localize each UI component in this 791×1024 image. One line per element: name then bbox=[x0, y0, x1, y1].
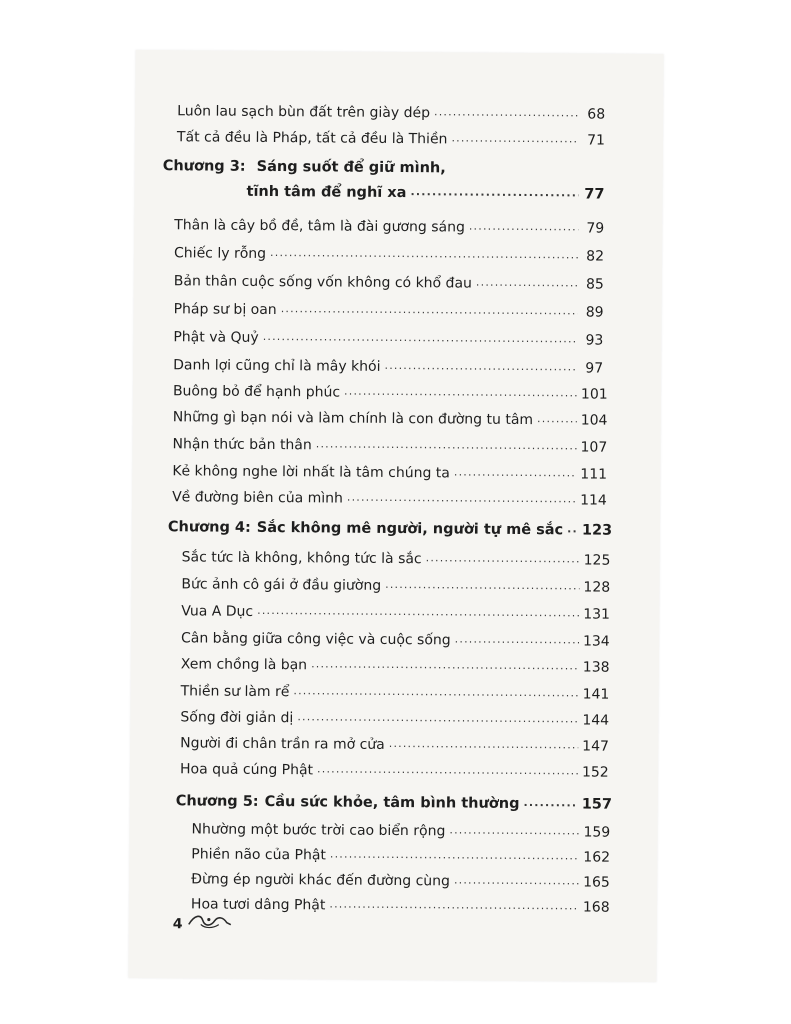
toc-entry-page: 162 bbox=[583, 849, 611, 866]
toc-entry-page: 82 bbox=[586, 248, 605, 265]
toc-entry-title: Những gì bạn nói và làm chính là con đường tu tâm bbox=[172, 409, 534, 429]
toc-entry-page: 111 bbox=[580, 466, 608, 483]
leader-dots bbox=[449, 823, 579, 838]
toc-entry bbox=[172, 454, 608, 483]
toc-entry-page: 165 bbox=[583, 874, 610, 891]
toc-entry-title: Hoa quả cúng Phật bbox=[179, 761, 314, 779]
leader-dots bbox=[454, 465, 577, 480]
toc-entry-page: 89 bbox=[585, 304, 604, 321]
leader-dots bbox=[317, 762, 578, 778]
toc-entry-title: Đừng ép người khác đến đường cùng bbox=[191, 871, 451, 890]
toc-entry-page: 131 bbox=[583, 606, 611, 623]
book-page bbox=[128, 50, 663, 982]
toc-entry-title: Bức ảnh cô gái ở đầu giường bbox=[181, 576, 382, 594]
chapter-title-line1: Sáng suốt để giữ mình, bbox=[256, 158, 446, 177]
toc-entry bbox=[174, 264, 604, 293]
leader-dots bbox=[347, 491, 576, 507]
toc-entry bbox=[174, 292, 604, 321]
toc-entry bbox=[180, 726, 609, 755]
toc-entry-title: Sắc tức là không, không tức là sắc bbox=[181, 549, 422, 568]
toc-entry-page: 159 bbox=[583, 824, 611, 841]
toc-entry bbox=[180, 621, 610, 650]
leader-dots bbox=[455, 632, 579, 647]
chapter-label: Chương 3: bbox=[162, 158, 246, 175]
toc-entry-title: Phật và Quỷ bbox=[173, 329, 259, 346]
toc-entry bbox=[174, 236, 604, 265]
toc-entry bbox=[180, 647, 610, 676]
toc-entry-page: 125 bbox=[583, 552, 611, 569]
leader-dots bbox=[389, 737, 579, 752]
chapter-3-heading-line2 bbox=[246, 175, 604, 204]
toc-entry-page: 152 bbox=[581, 764, 609, 781]
chapter-label: Chương 5: bbox=[175, 793, 259, 810]
toc-entry-title: Cân bằng giữa công việc và cuộc sống bbox=[180, 630, 451, 649]
toc-entry-page: 144 bbox=[582, 712, 610, 729]
toc-entry-title: Về đường biên của mình bbox=[172, 489, 343, 507]
leader-dots bbox=[385, 578, 579, 594]
leader-dots bbox=[293, 684, 578, 700]
leader-dots bbox=[434, 105, 579, 120]
leader-dots bbox=[281, 302, 578, 318]
toc-entry-page: 147 bbox=[582, 738, 609, 755]
toc-entry bbox=[180, 674, 610, 703]
toc-entry-title: Bản thân cuộc sống vốn không có khổ đau bbox=[173, 273, 472, 292]
toc-entry-page: 128 bbox=[583, 579, 611, 596]
toc-entry-title: Người đi chân trần ra mở cửa bbox=[180, 735, 385, 753]
toc-entry-title: Xem chồng là bạn bbox=[180, 656, 308, 674]
toc-entry bbox=[177, 94, 605, 123]
toc-entry-page: 93 bbox=[585, 332, 604, 349]
toc-entry-page: 68 bbox=[587, 106, 606, 123]
leader-dots bbox=[270, 246, 578, 262]
toc-entry-title: Sống đời giản dị bbox=[180, 709, 294, 727]
leader-dots bbox=[330, 847, 580, 863]
leader-dots bbox=[316, 437, 577, 453]
chapter-page: 157 bbox=[581, 796, 613, 813]
chapter-5-heading bbox=[175, 784, 613, 813]
toc-entry bbox=[181, 594, 611, 623]
toc-entry-page: 134 bbox=[582, 633, 610, 650]
toc-entry bbox=[172, 427, 608, 456]
page-number: 4 bbox=[172, 916, 183, 933]
toc-entry-title: Thiền sư làm rể bbox=[180, 683, 290, 701]
toc-entry-page: 107 bbox=[580, 439, 608, 456]
chapter-label: Chương 4: bbox=[167, 519, 251, 536]
toc-entry bbox=[179, 752, 609, 781]
toc-entry-page: 85 bbox=[585, 276, 604, 293]
toc-entry-page: 168 bbox=[582, 899, 610, 916]
toc-entry-page: 79 bbox=[586, 220, 605, 237]
toc-entry-title: Kẻ không nghe lời nhất là tâm chúng ta bbox=[172, 463, 450, 482]
toc-entry-page: 104 bbox=[580, 412, 608, 429]
leader-dots bbox=[257, 604, 579, 621]
toc-entry-page: 97 bbox=[585, 360, 604, 377]
toc-entry bbox=[181, 540, 611, 569]
toc-entry-title: Nhận thức bản thân bbox=[172, 436, 312, 454]
toc-entry-title: Thân là cây bồ đề, tâm là đài gương sáng bbox=[174, 217, 465, 236]
toc-entry-page: 114 bbox=[580, 492, 607, 509]
toc-entry-title: Danh lợi cũng chỉ là mây khói bbox=[173, 357, 381, 375]
leader-dots bbox=[426, 551, 580, 566]
toc-entry-title: Pháp sư bị oan bbox=[173, 301, 277, 319]
leader-dots bbox=[567, 522, 578, 536]
leader-dots bbox=[263, 330, 578, 346]
toc-entry bbox=[181, 567, 611, 596]
chapter-4-heading bbox=[167, 510, 613, 539]
leader-dots bbox=[329, 897, 579, 913]
toc-entry-title: Nhường một bước trời cao biển rộng bbox=[191, 821, 446, 840]
leader-dots bbox=[469, 220, 578, 235]
leader-dots bbox=[384, 359, 577, 375]
chapter-page: 77 bbox=[584, 186, 605, 203]
toc-entry bbox=[177, 120, 605, 149]
chapter-page: 123 bbox=[581, 522, 613, 539]
leader-dots bbox=[523, 796, 577, 810]
toc-entry bbox=[172, 374, 608, 403]
leader-dots bbox=[451, 131, 579, 146]
toc-entry bbox=[174, 208, 604, 237]
toc-entry-title: Chiếc ly rỗng bbox=[173, 245, 267, 262]
toc-entry-title: Vua A Dục bbox=[181, 603, 254, 620]
toc-entry-title: Tất cả đều là Pháp, tất cả đều là Thiền bbox=[176, 129, 448, 148]
leader-dots bbox=[297, 710, 578, 726]
toc-entry-page: 138 bbox=[582, 659, 610, 676]
toc-entry-page: 101 bbox=[580, 386, 608, 403]
chapter-title: Cầu sức khỏe, tâm bình thường bbox=[264, 793, 520, 812]
toc-entry-title: Luôn lau sạch bùn đất trên giày dép bbox=[177, 103, 431, 122]
chapter-3-heading bbox=[163, 158, 446, 176]
leader-dots bbox=[344, 385, 577, 401]
leader-dots bbox=[476, 276, 578, 291]
leader-dots bbox=[311, 657, 579, 673]
toc-entry bbox=[172, 480, 607, 509]
leader-dots bbox=[537, 412, 577, 426]
chapter-title-line2: tĩnh tâm để nghĩ xa bbox=[246, 183, 407, 202]
toc-entry bbox=[172, 400, 608, 429]
toc-entry bbox=[190, 887, 610, 916]
toc-entry bbox=[180, 700, 610, 729]
toc-entry bbox=[173, 348, 603, 377]
chapter-title: Sắc không mê người, người tự mê sắc bbox=[256, 519, 564, 539]
toc-entry-title: Buông bỏ để hạnh phúc bbox=[172, 383, 341, 401]
leader-dots bbox=[454, 873, 579, 888]
toc-entry-page: 71 bbox=[587, 132, 606, 149]
toc-entry-page: 141 bbox=[582, 686, 610, 703]
toc-entry-title: Phiền não của Phật bbox=[191, 846, 326, 864]
leader-dots bbox=[410, 185, 578, 200]
toc-entry-title: Hoa tươi dâng Phật bbox=[190, 896, 326, 914]
toc-entry bbox=[173, 320, 603, 349]
flourish-ornament-icon bbox=[187, 910, 233, 932]
